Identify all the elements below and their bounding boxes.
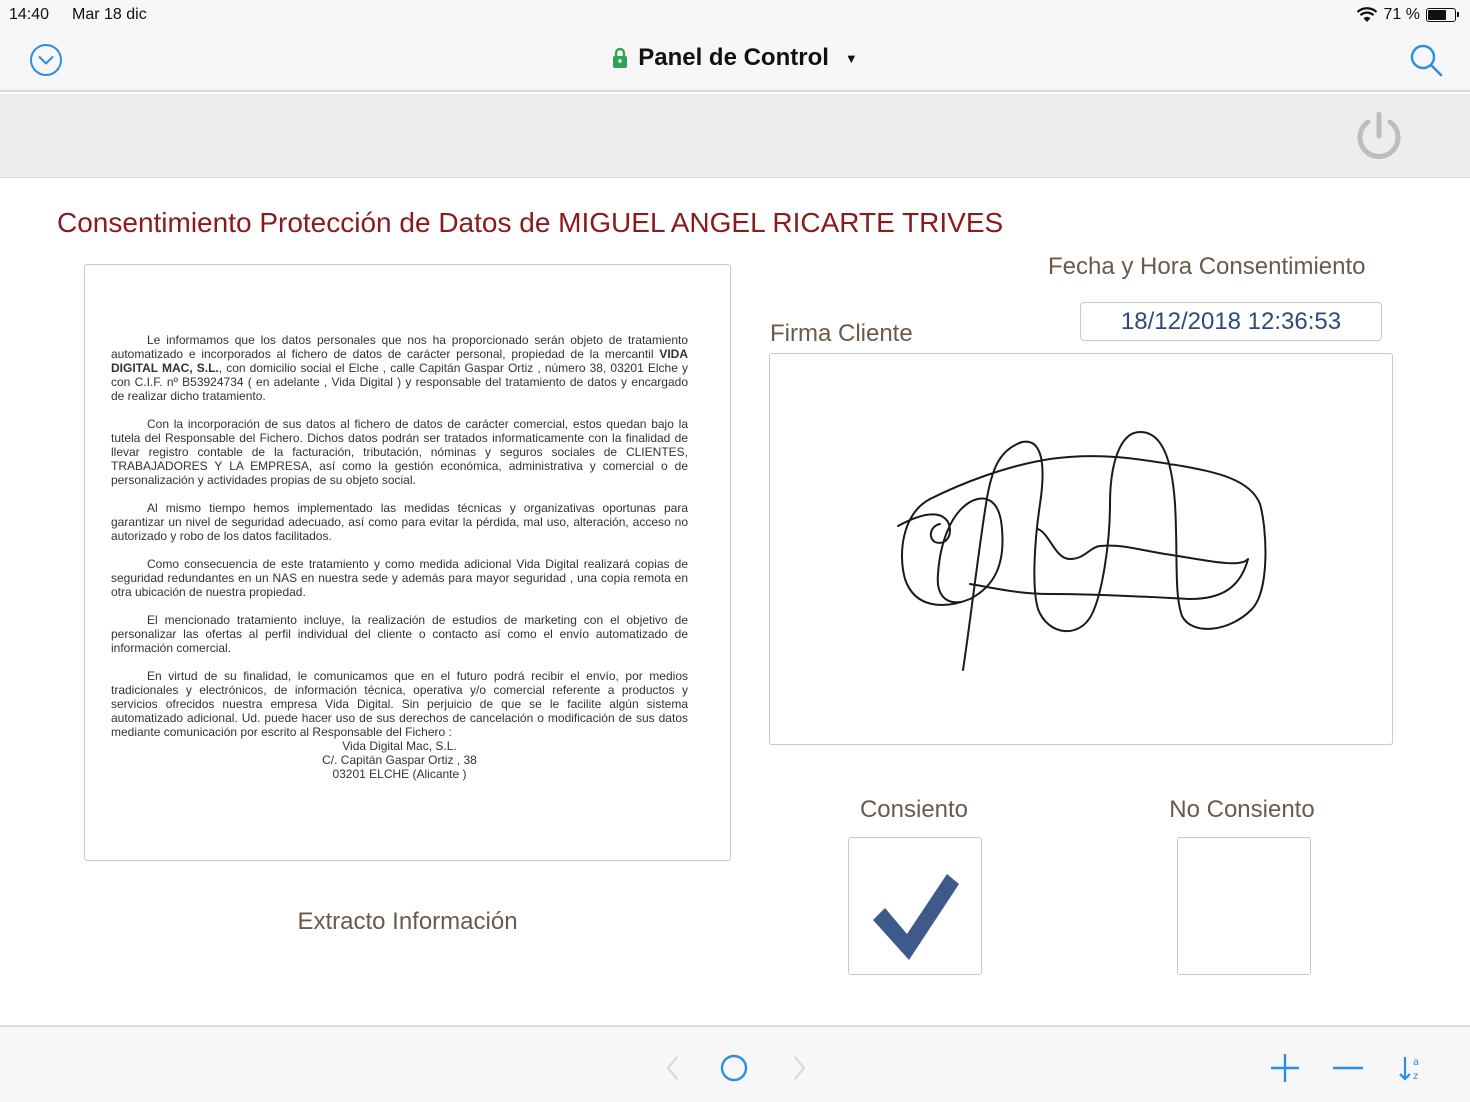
doc-p1-text: Le informamos que los datos personales que nos ha proporcionado serán objeto de tratamiento automatizado e incorporados al fichero de datos de carácter personal, propiedad de la mercantil	[111, 333, 688, 361]
battery-fill	[1428, 10, 1446, 20]
doc-address-line-1: Vida Digital Mac, S.L.	[342, 739, 457, 753]
firma-label: Firma Cliente	[770, 320, 913, 347]
nav-bar	[0, 30, 1470, 92]
doc-address-line-2: C/. Capitán Gaspar Ortiz , 38	[322, 753, 477, 767]
plus-icon[interactable]	[1268, 1051, 1302, 1085]
nav-title-button[interactable]	[0, 44, 1470, 72]
doc-address-line-3: 03201 ELCHE (Alicante )	[332, 767, 467, 781]
power-icon[interactable]	[1352, 110, 1406, 164]
minus-icon[interactable]	[1331, 1051, 1365, 1085]
fecha-field[interactable]: 18/12/2018 12:36:53	[1080, 302, 1382, 341]
circle-icon[interactable]	[717, 1051, 751, 1085]
search-icon[interactable]	[1408, 42, 1444, 78]
chevron-left-icon[interactable]	[656, 1051, 690, 1085]
doc-paragraph-3: Al mismo tiempo hemos implementado las medidas técnicas y organizativas oportunas para garantizar un nivel de seguridad adecuado, así como para evitar la pérdida, mal uso, alteración, acceso no autorizado y robo de los datos facilitados.	[111, 501, 688, 543]
sort-az-icon[interactable]	[1396, 1051, 1430, 1085]
lock-icon	[612, 47, 628, 69]
checkmark-icon	[849, 838, 983, 976]
doc-p1-text-2: , con domicilio social el Elche , calle Capitán Gaspar Ortiz , número 38, 03201 Elche y con C.I.F. nº B53924734 ( en adelante , Vida Digital ) y responsable del tratamiento de datos y encargado de realizar dicho tratamiento.	[111, 361, 689, 403]
battery-percent: 71 %	[1383, 6, 1420, 23]
chevron-right-icon[interactable]	[782, 1051, 816, 1085]
wifi-icon	[1356, 7, 1378, 23]
doc-paragraph-1	[111, 333, 688, 403]
doc-company-name: VIDA DIGITAL MAC, S.L.	[111, 347, 688, 375]
doc-paragraph-6: En virtud de su finalidad, le comunicamos que en el futuro podrá recibir el envío, por medios tradicionales y electrónicos, de información técnica, operativa y/o comercial referente a productos y servicios ofrecidos nuestra empresa Vida Digital. Sin perjuicio de que se le facilite algún sistema automatizado adicional. Ud. puede hacer uso de sus derechos de cancelación o modificación de sus datos mediante comunicación por escrito al Responsable del Fichero :	[111, 669, 688, 739]
doc-paragraph-2: Con la incorporación de sus datos al fichero de datos de carácter comercial, estos quedan bajo la tutela del Responsable del Fichero. Dichos datos podrán ser tratados informaticamente con la finalidad de llevar registro contable de la facturación, tributación, nóminas y seguros sociales de CLIENTES, TRABAJADORES Y LA EMPRESA, así como la gestión económica, administrativa y comercial o de personalización y actividades propias de su objeto social.	[111, 417, 688, 487]
page-title: Consentimiento Protección de Datos de MIGUEL ANGEL RICARTE TRIVES	[57, 207, 1004, 238]
privacy-document[interactable]	[84, 264, 731, 861]
battery-icon	[1426, 8, 1456, 22]
consent-yes-checkbox[interactable]	[848, 837, 982, 975]
nav-title: Panel de Control	[638, 44, 829, 71]
consent-no-checkbox[interactable]	[1177, 837, 1311, 975]
consent-yes-label: Consiento	[859, 796, 969, 823]
doc-paragraph-4: Como consecuencia de este tratamiento y como medida adicional Vida Digital realizará copias de seguridad redundantes en un NAS en nuestra sede y además para mayor seguridad , una copia remota en otra ubicación de nuestra propiedad.	[111, 557, 688, 599]
doc-address	[111, 739, 688, 781]
signature-drawing	[770, 354, 1394, 746]
app-toolbar	[0, 94, 1470, 178]
extract-label: Extracto Información	[297, 908, 518, 935]
svg-text:z: z	[1413, 1071, 1419, 1082]
status-date: Mar 18 dic	[72, 6, 147, 23]
fecha-label: Fecha y Hora Consentimiento	[1048, 253, 1366, 280]
caret-down-icon: ▼	[844, 50, 858, 66]
doc-paragraph-5: El mencionado tratamiento incluye, la realización de estudios de marketing con el objetivo de personalizar las ofertas al perfil individual del cliente o contacto así como el envío automatizado de información comercial.	[111, 613, 688, 655]
status-time: 14:40	[9, 6, 50, 23]
svg-text:a: a	[1413, 1057, 1420, 1068]
consent-no-label: No Consiento	[1169, 796, 1315, 823]
status-bar	[0, 0, 1470, 30]
signature-pad[interactable]	[769, 353, 1393, 745]
status-right	[1356, 6, 1456, 24]
bottom-toolbar	[0, 1025, 1470, 1102]
